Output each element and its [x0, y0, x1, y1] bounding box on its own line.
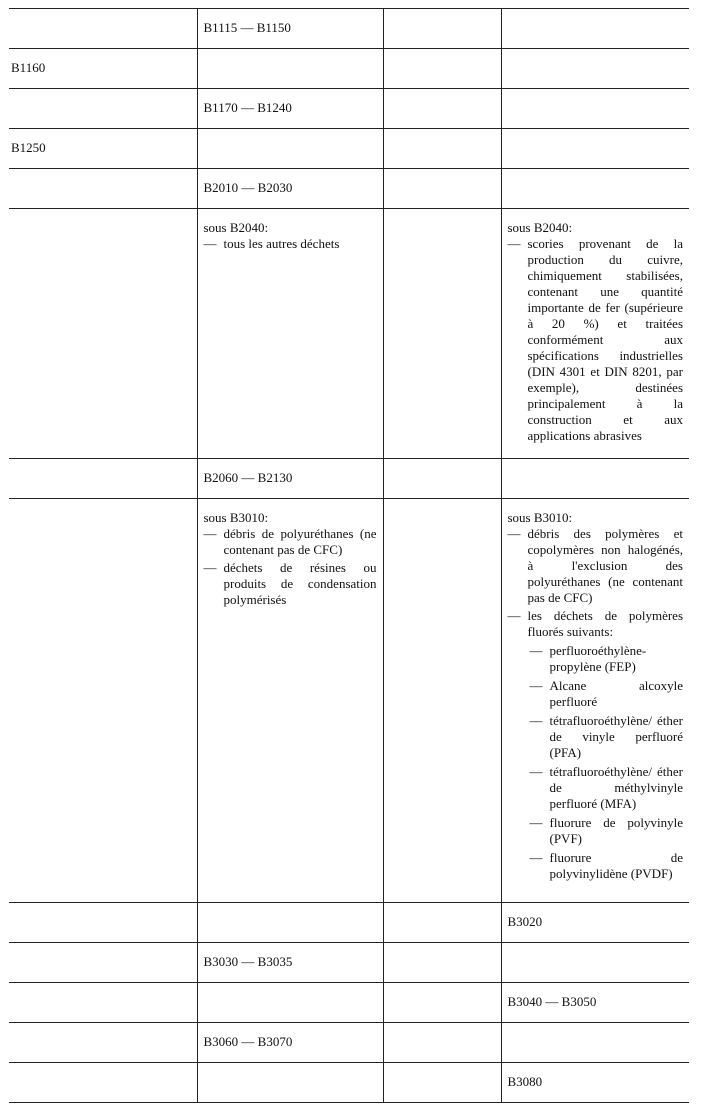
table-cell [197, 499, 383, 903]
table-cell [383, 89, 501, 129]
table-cell [9, 459, 197, 499]
section-head: sous B3010: [507, 510, 573, 525]
section-head: sous B3010: [203, 510, 269, 525]
list-item [508, 526, 684, 606]
sub-item-text: fluorure de polyvinylidène (PVDF) [549, 850, 683, 881]
table-cell: B3060 — B3070 [197, 1023, 383, 1063]
sub-list-item [530, 678, 684, 710]
dash-glyph: — [203, 236, 217, 251]
list-item [508, 608, 684, 640]
list-item-text: débris des polymères et copolymères non halogénés, à l'exclusion des polyuréthanes (ne contenant pas de CFC) [527, 526, 683, 605]
dash-glyph: — [507, 526, 521, 541]
table-cell [501, 209, 689, 459]
table-cell [197, 1063, 383, 1103]
table-cell [9, 983, 197, 1023]
table-cell: B3040 — B3050 [501, 983, 689, 1023]
table-cell [383, 49, 501, 89]
table-cell [9, 169, 197, 209]
dash-glyph: — [529, 643, 543, 658]
table-cell [383, 9, 501, 49]
waste-code-table [9, 8, 689, 1103]
table-cell: B3030 — B3035 [197, 943, 383, 983]
table-cell [197, 129, 383, 169]
table-cell: B2010 — B2030 [197, 169, 383, 209]
list-item [204, 560, 377, 608]
table-row-b3010 [9, 499, 689, 903]
table-cell: B3020 [501, 903, 689, 943]
dash-glyph: — [203, 560, 217, 575]
dash-glyph: — [529, 764, 543, 779]
table-cell: B1170 — B1240 [197, 89, 383, 129]
sub-item-text: perfluoroéthylène-propylène (FEP) [549, 643, 647, 674]
table-cell [501, 1023, 689, 1063]
table-row [9, 169, 689, 209]
sub-item-text: Alcane alcoxyle perfluoré [549, 678, 683, 709]
table-cell [383, 943, 501, 983]
dash-glyph: — [529, 815, 543, 830]
table-row [9, 9, 689, 49]
table-row [9, 129, 689, 169]
table-row [9, 89, 689, 129]
table-cell [383, 903, 501, 943]
table-cell [197, 209, 383, 459]
table-cell [197, 49, 383, 89]
table-cell: B2060 — B2130 [197, 459, 383, 499]
table-cell [501, 169, 689, 209]
dash-glyph: — [529, 850, 543, 865]
table-cell [501, 943, 689, 983]
table-cell [383, 209, 501, 459]
table-cell [9, 9, 197, 49]
sub-list-item [530, 713, 684, 761]
list-item [508, 236, 684, 444]
dash-glyph: — [507, 608, 521, 623]
table-row-b2040 [9, 209, 689, 459]
table-cell: B1160 [9, 49, 197, 89]
table-cell [383, 1023, 501, 1063]
section-head: sous B2040: [203, 220, 269, 235]
table-cell: B3080 [501, 1063, 689, 1103]
table-cell [501, 49, 689, 89]
table-cell [197, 983, 383, 1023]
table-row [9, 983, 689, 1023]
list-item-text: déchets de résines ou produits de condensation polymérisés [223, 560, 377, 607]
sub-item-text: tétrafluoroéthylène/ éther de méthylvinyle perfluoré (MFA) [549, 764, 683, 811]
dash-glyph: — [203, 526, 217, 541]
sub-list-item [530, 764, 684, 812]
table-cell [501, 9, 689, 49]
list-item-text: les déchets de polymères fluorés suivants: [527, 608, 683, 639]
table-cell [501, 129, 689, 169]
table-cell [9, 209, 197, 459]
table-cell [383, 983, 501, 1023]
sub-list-item [530, 815, 684, 847]
dash-glyph: — [507, 236, 521, 251]
table-cell [501, 459, 689, 499]
sub-item-text: fluorure de polyvinyle (PVF) [549, 815, 683, 846]
table-cell: B1115 — B1150 [197, 9, 383, 49]
table-cell [383, 459, 501, 499]
table-cell [9, 89, 197, 129]
list-item-text: débris de polyuréthanes (ne contenant pas de CFC) [223, 526, 377, 557]
list-item-text: tous les autres déchets [223, 236, 340, 251]
table-cell [9, 499, 197, 903]
table-cell [9, 943, 197, 983]
dash-glyph: — [529, 713, 543, 728]
table-row [9, 943, 689, 983]
table-cell [9, 1063, 197, 1103]
table-row [9, 1023, 689, 1063]
table-cell [501, 89, 689, 129]
table-row [9, 1063, 689, 1103]
sub-item-text: tétrafluoroéthylène/ éther de vinyle perfluoré (PFA) [549, 713, 683, 760]
sub-list-item [530, 850, 684, 882]
table-cell [9, 903, 197, 943]
table-cell [501, 499, 689, 903]
table-row [9, 49, 689, 89]
table-row [9, 459, 689, 499]
list-item [204, 526, 377, 558]
table-cell [383, 129, 501, 169]
section-head: sous B2040: [507, 220, 573, 235]
table-cell [383, 169, 501, 209]
table-cell [383, 499, 501, 903]
table-cell [9, 1023, 197, 1063]
table-cell: B1250 [9, 129, 197, 169]
list-item-text: scories provenant de la production du cuivre, chimiquement stabilisées, contenant une quantité importante de fer (supérieure à 20 %) et traitées conformément aux spécifications industrielles (DIN 4301 et DIN 8201, par exemple), destinées principalement à la construction et aux applications abrasives [527, 236, 683, 443]
dash-glyph: — [529, 678, 543, 693]
table-cell [197, 903, 383, 943]
sub-list-item [530, 643, 684, 675]
list-item [204, 236, 377, 252]
sub-list [508, 643, 684, 882]
table-row [9, 903, 689, 943]
table-cell [383, 1063, 501, 1103]
